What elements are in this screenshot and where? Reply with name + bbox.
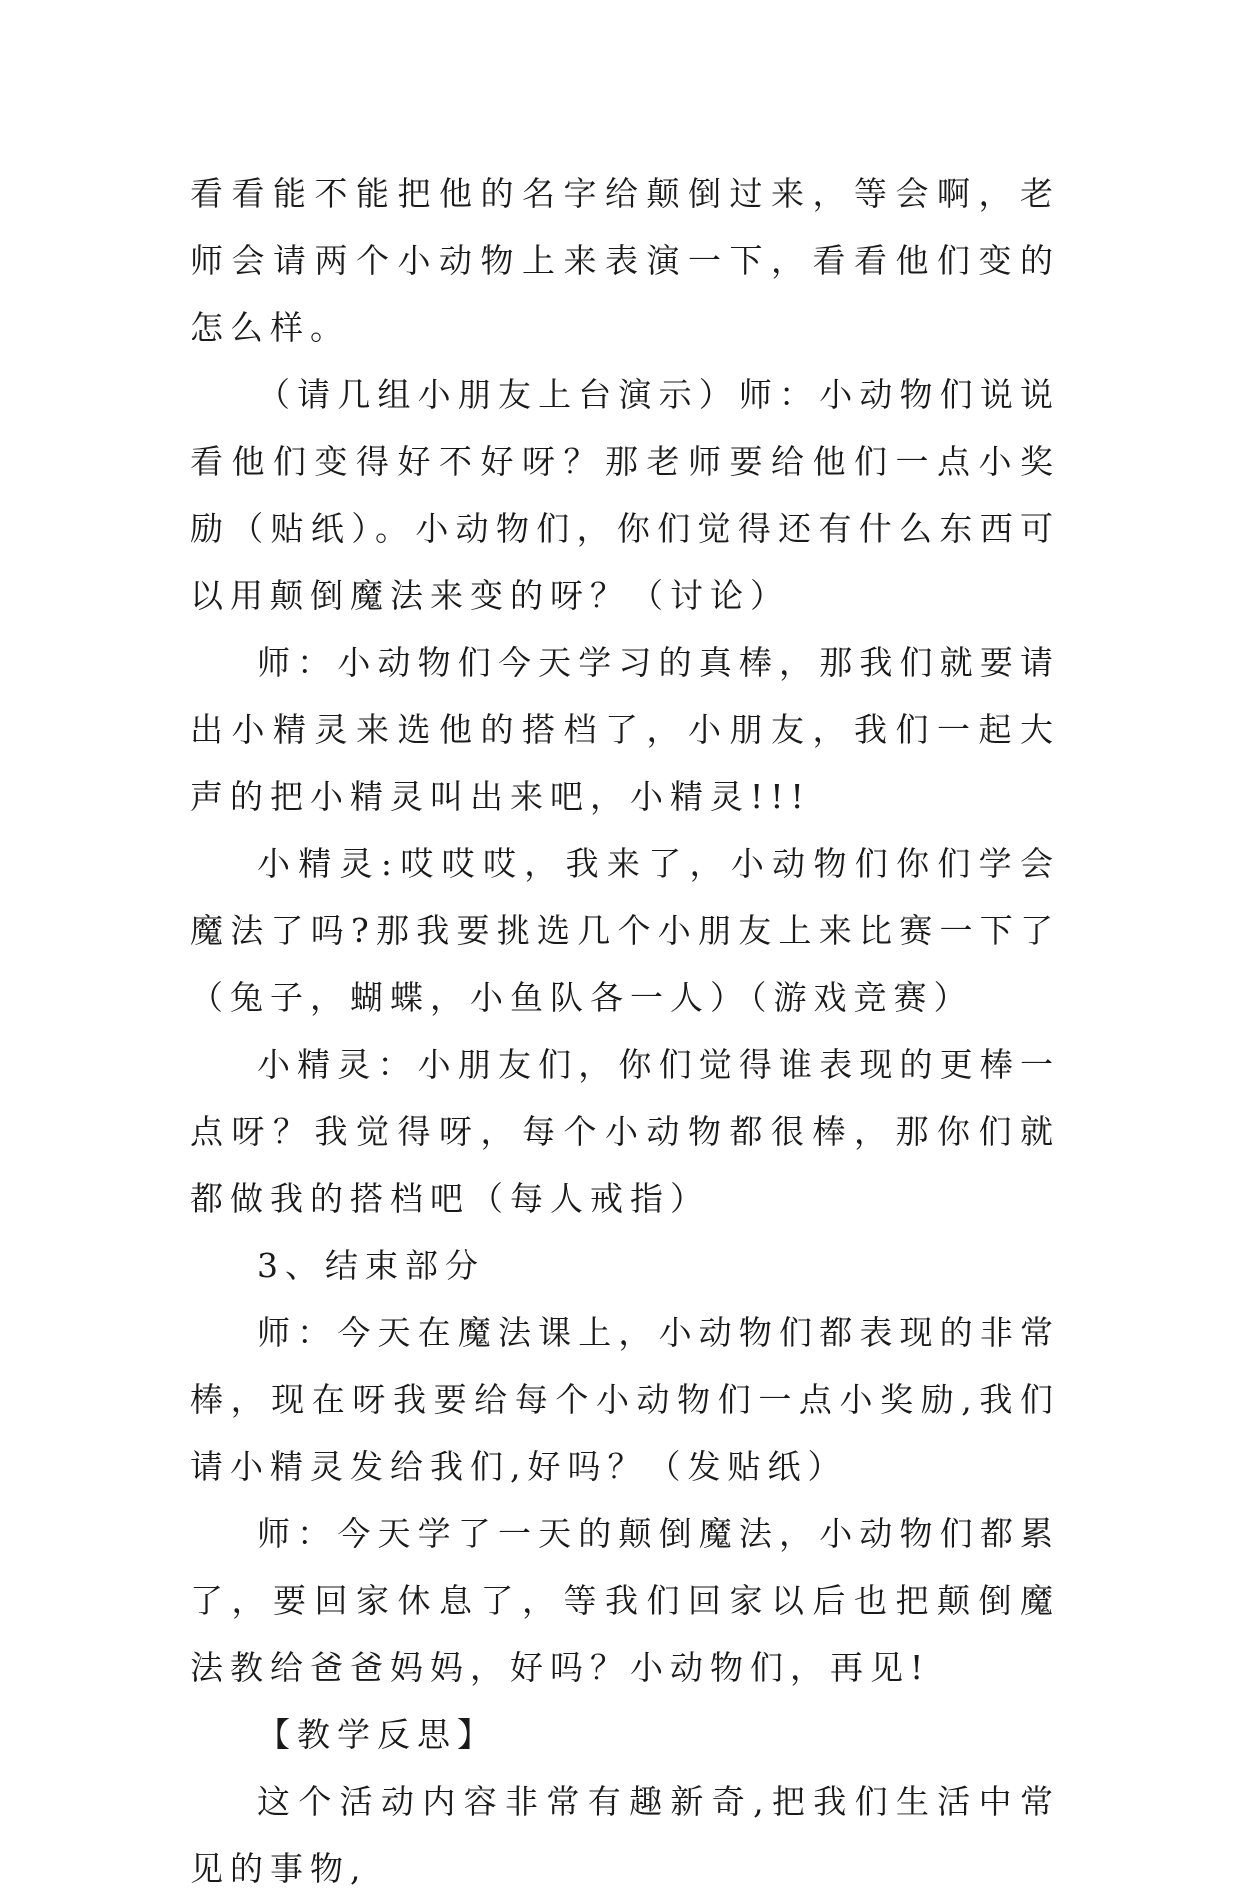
paragraph-2: （请几组小朋友上台演示）师：小动物们说说看他们变得好不好呀？那老师要给他们一点小奖励（贴纸）。小动物们，你们觉得还有什么东西可以用颠倒魔法来变的呀？（讨论） <box>190 375 1060 615</box>
paragraph-10: 这个活动内容非常有趣新奇,把我们生活中常见的事物, <box>190 1782 1060 1888</box>
paragraph-4: 小精灵:哎哎哎，我来了，小动物们你们学会魔法了吗?那我要挑选几个小朋友上来比赛一下了（兔子，蝴蝶，小鱼队各一人）（游戏竞赛） <box>190 844 1060 1017</box>
paragraph-1: 看看能不能把他的名字给颠倒过来，等会啊，老师会请两个小动物上来表演一下，看看他们变的怎么样。 <box>190 174 1060 347</box>
section-heading-reflection: 【教学反思】 <box>257 1715 497 1754</box>
paragraph-3: 师：小动物们今天学习的真棒，那我们就要请出小精灵来选他的搭档了，小朋友，我们一起大声的把小精灵叫出来吧，小精灵!!! <box>190 643 1060 816</box>
paragraph-7: 师：今天在魔法课上，小动物们都表现的非常棒，现在呀我要给每个小动物们一点小奖励,我们请小精灵发给我们,好吗？（发贴纸） <box>190 1313 1060 1486</box>
document-body <box>190 160 1060 1902</box>
paragraph-5: 小精灵：小朋友们，你们觉得谁表现的更棒一点呀？我觉得呀，每个小动物都很棒，那你们就都做我的搭档吧（每人戒指） <box>190 1045 1060 1218</box>
section-heading-ending: 3、结束部分 <box>257 1246 485 1285</box>
paragraph-8: 师：今天学了一天的颠倒魔法，小动物们都累了，要回家休息了，等我们回家以后也把颠倒魔法教给爸爸妈妈，好吗？小动物们，再见! <box>190 1514 1060 1687</box>
